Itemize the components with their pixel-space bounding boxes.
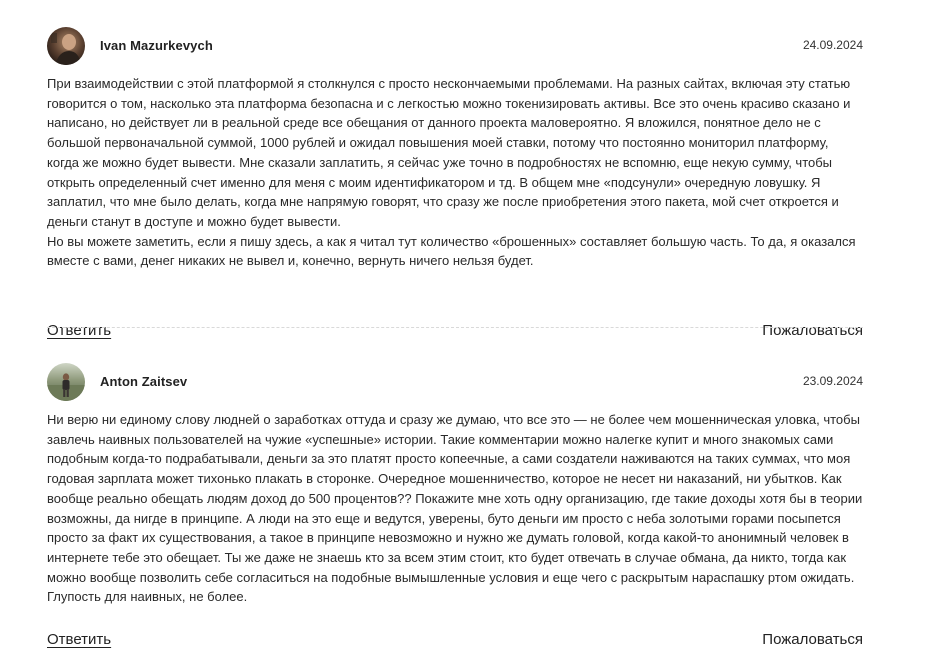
author-name: Anton Zaitsev <box>100 374 188 389</box>
comment-date: 23.09.2024 <box>802 374 863 388</box>
report-link[interactable]: Пожаловаться <box>762 322 863 339</box>
comment-text <box>47 74 863 271</box>
user-photo-icon <box>47 27 85 65</box>
avatar <box>47 363 85 401</box>
comment <box>47 27 863 339</box>
avatar <box>47 27 85 65</box>
comment-paragraph: Но вы можете заметить, если я пишу здесь, а как я читал тут количество «брошенных» составляет большую часть. То да, я оказался вместе с вами, денег никаких не вывел и, конечно, вернуть ничего нельзя будет. <box>47 233 856 269</box>
reply-link[interactable]: Ответить <box>47 322 112 339</box>
comment-paragraph: При взаимодействии с этой платформой я столкнулся с просто нескончаемыми проблемами. На разных сайтах, включая эту статью говорится о том, насколько эта платформа безопасна и с легкостью можно токенизировать активы. Все это очень красиво сказано и написано, но действует ли в реальной среде все обещания от данного проекта маловероятно. Я вложился, понятное дело не с большой первоначальной суммой, 1000 рублей и ожидал повышения моей ставки, потому что постоянно мониторил платформу, когда же можно будет вывести. Мне сказали заплатить, я сейчас уже точно в подробностях не вспомню, еще некую сумму, чтобы открыть определенный счет именно для меня с моим идентификатором и тд. В общем мне «подсунули» очередную ловушку. Я заплатил, что мне было делать, когда мне напрямую говорят, что сразу же после приобретения этого пакета, мой счет откроется и деньги станут в доступе и можно будет вывести. <box>47 76 851 229</box>
comment-divider <box>47 327 863 328</box>
comment-actions <box>47 631 863 655</box>
reply-link[interactable]: Ответить <box>47 631 112 648</box>
comment-actions <box>47 322 863 346</box>
comment-date: 24.09.2024 <box>802 38 863 52</box>
author-name: Ivan Mazurkevych <box>100 38 213 53</box>
comment-header <box>47 27 863 67</box>
comment-paragraph: Ни верю ни единому слову людней о заработках оттуда и сразу же думаю, что все это — не более чем мошенническая уловка, чтобы завлечь наивных пользователей на чужие «успешные» истории. Такие комментарии можно налегке купит и много знакомых сами подобным когда-то подрабатывали, деньги за это платят просто копеечные, а сами создатели наживаются на таких суммах, что моя годовая зарплата может тихонько плакать в сторонке. Очередное мошенничество, которое не несет ни наказаний, ни убытков. Как вообще реально обещать людям доход до 500 процентов?? Покажите мне хоть одну организацию, где такие доходы хотя бы в теории возможны, да нигде в принципе. А люди на это еще и ведутся, уверены, буто деньги им просто с неба золотыми горами посыпется просто за факт их существования, а такое в принципе невозможно и нужно же думать головой, когда какой-то анонимный человек в интернете тебе это обещает. Ты же даже не знаешь кто за всем этим стоит, кто будет отвечать в случае обмана, да никто, тогда как можно вообще позволить себе согласиться на подобные вымышленные условия и еще чего с раскрытым нараспашку ртом ожидать. Глупость для наивных, не более. <box>47 412 863 605</box>
comment-header <box>47 363 863 403</box>
comment <box>47 363 863 605</box>
report-link[interactable]: Пожаловаться <box>762 631 863 648</box>
user-photo-icon <box>47 363 85 401</box>
comment-text <box>47 410 863 607</box>
